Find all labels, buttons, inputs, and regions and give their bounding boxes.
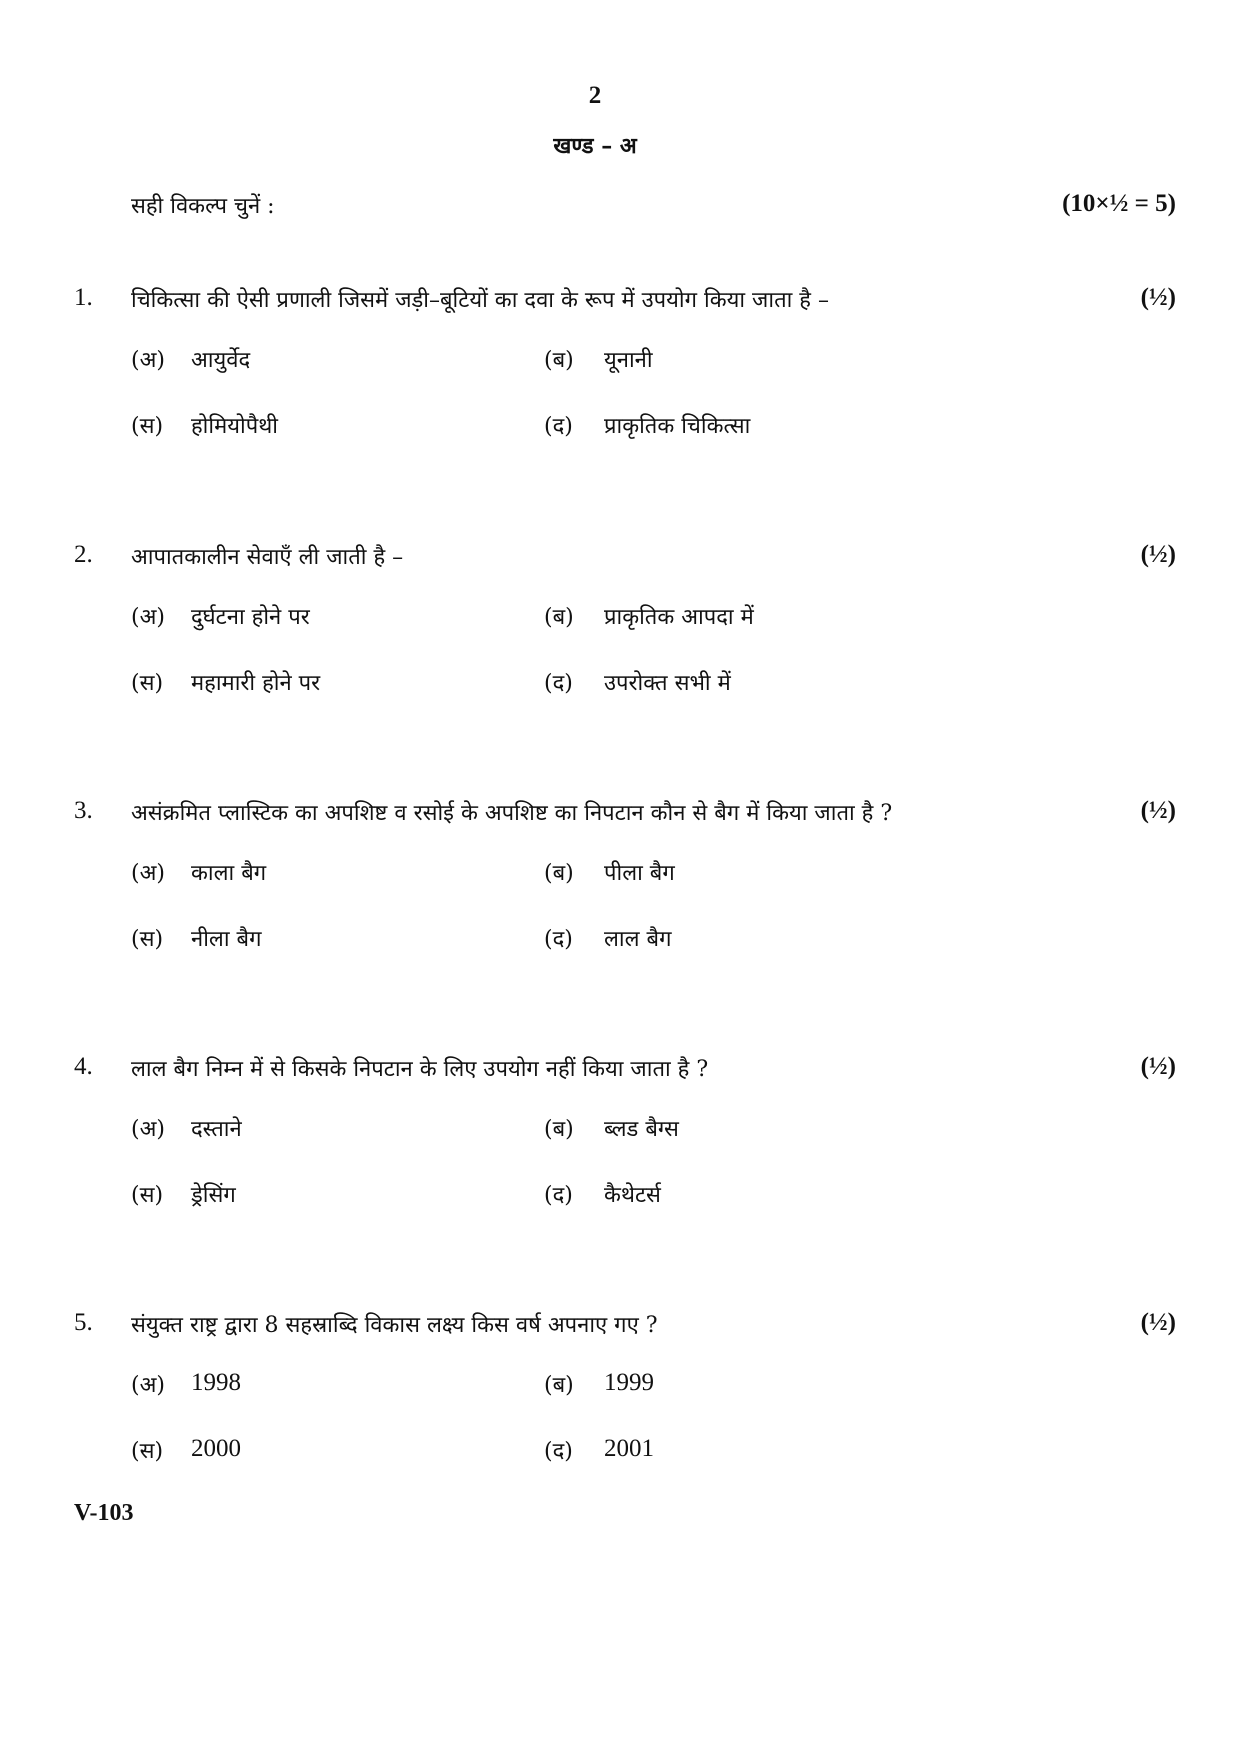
question-marks: (½) [1140,1053,1176,1080]
option-text: 1998 [191,1369,241,1396]
option-text: 2001 [604,1435,654,1462]
question-line [0,541,1241,573]
option-text: काला बैग [191,861,267,886]
question-1 [0,284,1241,484]
option-label: (ब) [544,1373,574,1398]
option-label: (स) [131,1183,164,1208]
option-text: 1999 [604,1369,654,1396]
option-label: (ब) [544,1117,574,1142]
option-label: (अ) [131,1373,165,1398]
paper-code: V-103 [74,1500,134,1526]
option-label: (द) [544,671,573,696]
option-text: लाल बैग [604,927,672,952]
option-text: पीला बैग [604,861,675,886]
question-5 [0,1309,1241,1509]
question-text: असंक्रमित प्लास्टिक का अपशिष्ट व रसोई के अपशिष्ट का निपटान कौन से बैग में किया जाता है ? [131,801,893,826]
option-label: (अ) [131,605,165,630]
instruction-text: सही विकल्प चुनें : [131,194,275,219]
question-marks: (½) [1140,1309,1176,1336]
question-line [0,1053,1241,1085]
option-text: नीला बैग [191,927,262,952]
option-text: ड्रेसिंग [191,1183,236,1208]
page-number: 2 [588,82,602,109]
option-text: ब्लड बैग्स [604,1117,679,1142]
question-number: 5. [74,1309,93,1336]
question-text: चिकित्सा की ऐसी प्रणाली जिसमें जड़ी–बूटियों का दवा के रूप में उपयोग किया जाता है – [131,288,829,313]
question-number: 2. [74,541,93,568]
total-marks: (10×½ = 5) [1062,190,1176,217]
option-text: उपरोक्त सभी में [604,671,731,696]
question-text: संयुक्त राष्ट्र द्वारा 8 सहस्राब्दि विकास लक्ष्य किस वर्ष अपनाए गए ? [131,1313,658,1338]
question-marks: (½) [1140,797,1176,824]
question-marks: (½) [1140,284,1176,311]
option-label: (स) [131,1439,164,1464]
question-3 [0,797,1241,997]
instruction-row [131,190,1176,220]
option-label: (अ) [131,861,165,886]
option-text: दुर्घटना होने पर [191,605,310,630]
option-label: (अ) [131,1117,165,1142]
option-label: (स) [131,927,164,952]
option-label: (अ) [131,348,165,373]
option-label: (द) [544,1183,573,1208]
option-text: आयुर्वेद [191,348,251,373]
option-label: (ब) [544,348,574,373]
option-text: प्राकृतिक चिकित्सा [604,414,751,439]
question-text: आपातकालीन सेवाएँ ली जाती है – [131,545,404,570]
question-line [0,1309,1241,1341]
question-line [0,284,1241,316]
question-text: लाल बैग निम्न में से किसके निपटान के लिए उपयोग नहीं किया जाता है ? [131,1057,709,1082]
option-text: दस्ताने [191,1117,242,1142]
option-label: (स) [131,671,164,696]
option-text: प्राकृतिक आपदा में [604,605,754,630]
option-text: महामारी होने पर [191,671,321,696]
option-label: (ब) [544,861,574,886]
option-label: (द) [544,1439,573,1464]
question-number: 4. [74,1053,93,1080]
question-2 [0,541,1241,741]
question-marks: (½) [1140,541,1176,568]
option-label: (स) [131,414,164,439]
question-line [0,797,1241,829]
question-number: 1. [74,284,93,311]
question-4 [0,1053,1241,1253]
option-text: होमियोपैथी [191,414,278,439]
option-label: (द) [544,414,573,439]
section-title: खण्ड – अ [553,133,637,159]
option-label: (ब) [544,605,574,630]
option-label: (द) [544,927,573,952]
option-text: यूनानी [604,348,653,373]
option-text: कैथेटर्स [604,1183,661,1208]
question-number: 3. [74,797,93,824]
option-text: 2000 [191,1435,241,1462]
